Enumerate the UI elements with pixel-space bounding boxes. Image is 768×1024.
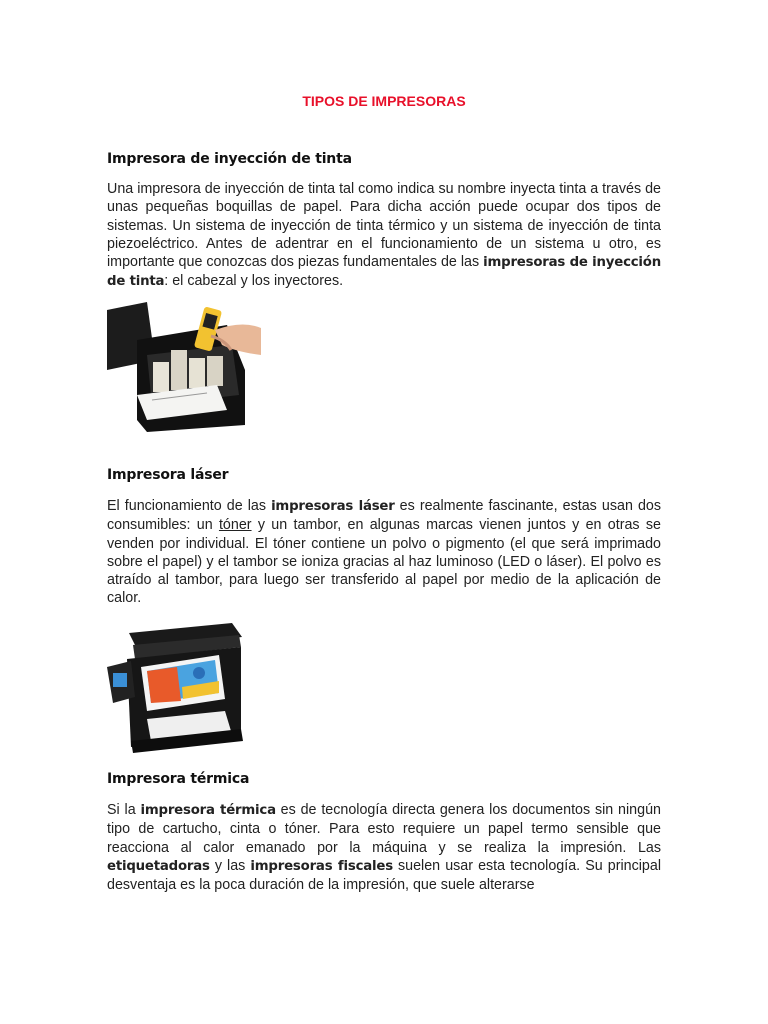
heading-laser: Impresora láser <box>107 467 229 483</box>
inkjet-printer-image <box>107 300 261 437</box>
heading-inkjet: Impresora de inyección de tinta <box>107 151 352 167</box>
page-title: TIPOS DE IMPRESORAS <box>302 93 466 109</box>
paragraph-inkjet: Una impresora de inyección de tinta tal como indica su nombre inyecta tinta a través de unas pequeñas boquillas de papel. Para dicha acción puede ocupar dos tipos de sistemas. Un sistema de inyección de tinta térmico y un sistema de inyección de tinta piezoeléctrico. Antes de adentrar en el funcionamiento de un sistema u otro, es importante que conozcas dos piezas fundamentales de las impresoras de inyección de tinta: el cabezal y los inyectores. <box>107 181 661 290</box>
heading-thermal: Impresora térmica <box>107 771 250 787</box>
toner-link[interactable]: tóner <box>218 517 252 534</box>
laser-printer-image <box>107 615 247 760</box>
paragraph-laser: El funcionamiento de las impresoras láser es realmente fascinante, estas usan dos consumibles: un tóner y un tambor, en algunas marcas vienen juntos y en otras se venden por individual. El tóner contiene un polvo o pigmento (el que será imprimado sobre el papel) y el tambor se ioniza gracias al haz luminoso (LED o láser). El polvo es atraído al tambor, para luego ser transferido al papel por medio de la aplicación de calor. <box>107 498 661 607</box>
paragraph-thermal: Si la impresora térmica es de tecnología directa genera los documentos sin ningún tipo de cartucho, cinta o tóner. Para esto requiere un papel termo sensible que reacciona al calor emanado por la máquina y se realiza la impresión. Las etiquetadoras y las impresoras fiscales suelen usar esta tecnología. Su principal desventaja es la poca duración de la impresión, que suele alterarse <box>107 802 661 894</box>
